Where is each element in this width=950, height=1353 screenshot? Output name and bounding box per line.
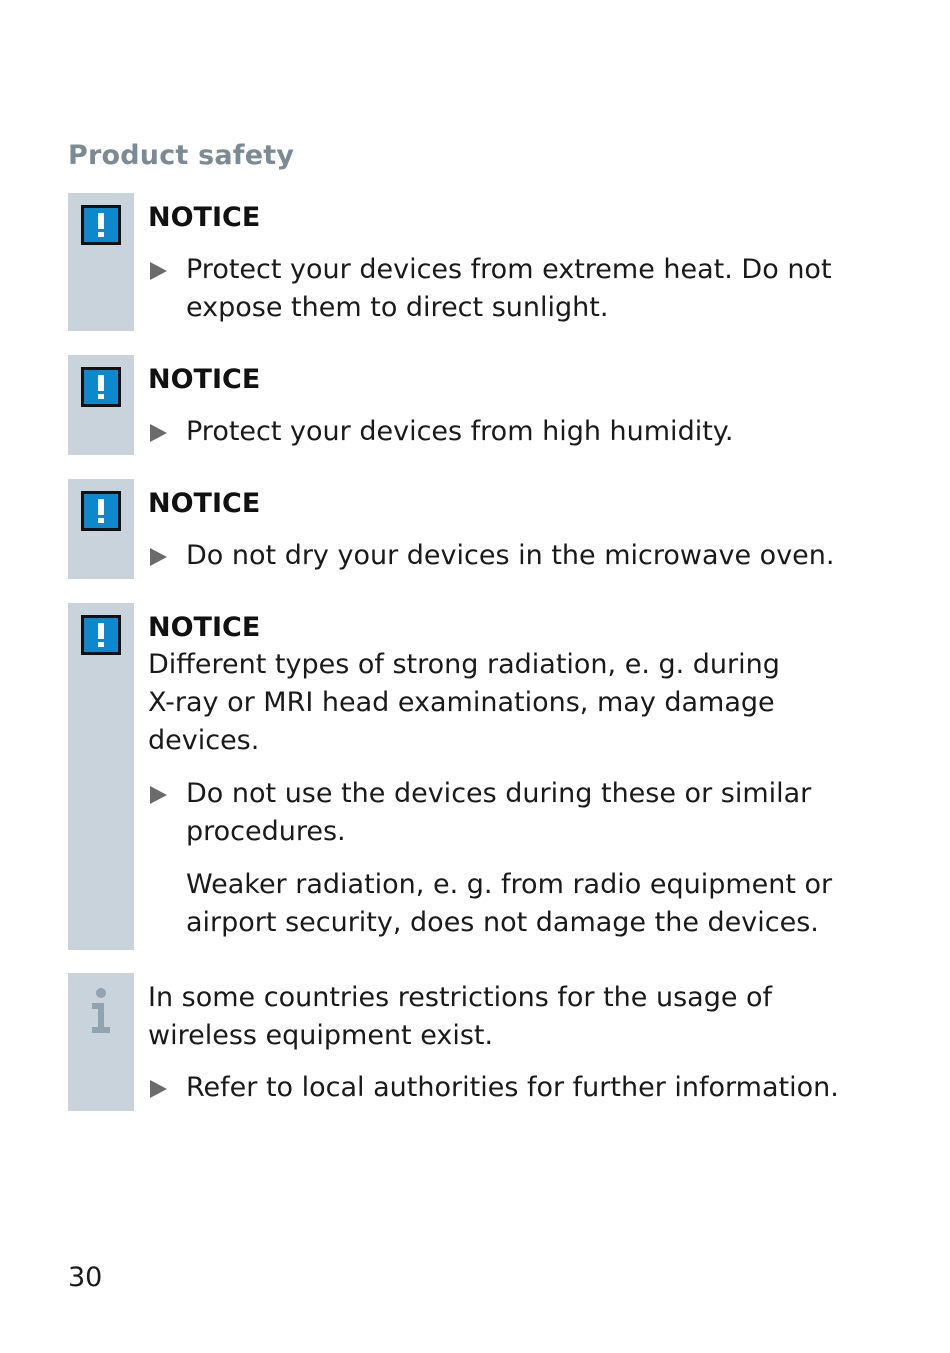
notice-heading: NOTICE (148, 364, 261, 395)
notice-block-microwave (68, 479, 868, 579)
triangle-right-icon (150, 262, 167, 280)
bullet-item (148, 775, 848, 851)
notice-side-bar (68, 193, 134, 331)
bullet-item (148, 1069, 848, 1107)
notice-content (148, 479, 848, 575)
notice-block-radiation (68, 603, 868, 950)
intro-line: In some countries restrictions for the usage of (148, 982, 773, 1013)
info-icon (89, 987, 113, 1035)
page-number: 30 (68, 1262, 103, 1293)
notice-block-heat (68, 193, 868, 331)
notice-heading: NOTICE (148, 202, 261, 233)
info-block-wireless (68, 973, 868, 1111)
notice-content (148, 603, 848, 942)
triangle-right-icon (150, 548, 167, 566)
bullet-line: Protect your devices from high humidity. (186, 416, 734, 447)
triangle-right-icon (150, 786, 167, 804)
notice-side-bar (68, 603, 134, 950)
notice-side-bar (68, 479, 134, 579)
bullet-item (148, 251, 848, 327)
notice-block-humidity (68, 355, 868, 455)
exclamation-icon (81, 615, 121, 655)
notice-heading: NOTICE (148, 488, 261, 519)
notice-side-bar (68, 355, 134, 455)
bullet-line: procedures. (186, 816, 346, 847)
exclamation-icon (81, 205, 121, 245)
note-line: airport security, does not damage the devices. (186, 907, 819, 938)
exclamation-icon (81, 491, 121, 531)
notice-content (148, 355, 848, 451)
intro-line: devices. (148, 725, 260, 756)
bullet-line: Refer to local authorities for further information. (186, 1072, 839, 1103)
info-side-bar (68, 973, 134, 1111)
notice-content (148, 193, 848, 327)
section-title: Product safety (68, 140, 295, 171)
info-content (148, 973, 848, 1107)
notice-note (148, 866, 848, 942)
exclamation-icon (81, 367, 121, 407)
intro-line: X-ray or MRI head examinations, may damage (148, 687, 775, 718)
bullet-line: expose them to direct sunlight. (186, 292, 609, 323)
intro-line: Different types of strong radiation, e. g. during (148, 649, 780, 680)
triangle-right-icon (150, 1080, 167, 1098)
notice-intro (148, 646, 848, 760)
bullet-line: Do not use the devices during these or similar (186, 778, 812, 809)
triangle-right-icon (150, 424, 167, 442)
bullet-item (148, 537, 848, 575)
intro-line: wireless equipment exist. (148, 1020, 494, 1051)
bullet-line: Do not dry your devices in the microwave oven. (186, 540, 835, 571)
bullet-item (148, 413, 848, 451)
note-line: Weaker radiation, e. g. from radio equipment or (186, 869, 833, 900)
info-intro (148, 979, 848, 1055)
bullet-line: Protect your devices from extreme heat. Do not (186, 254, 832, 285)
notice-heading: NOTICE (148, 612, 261, 643)
